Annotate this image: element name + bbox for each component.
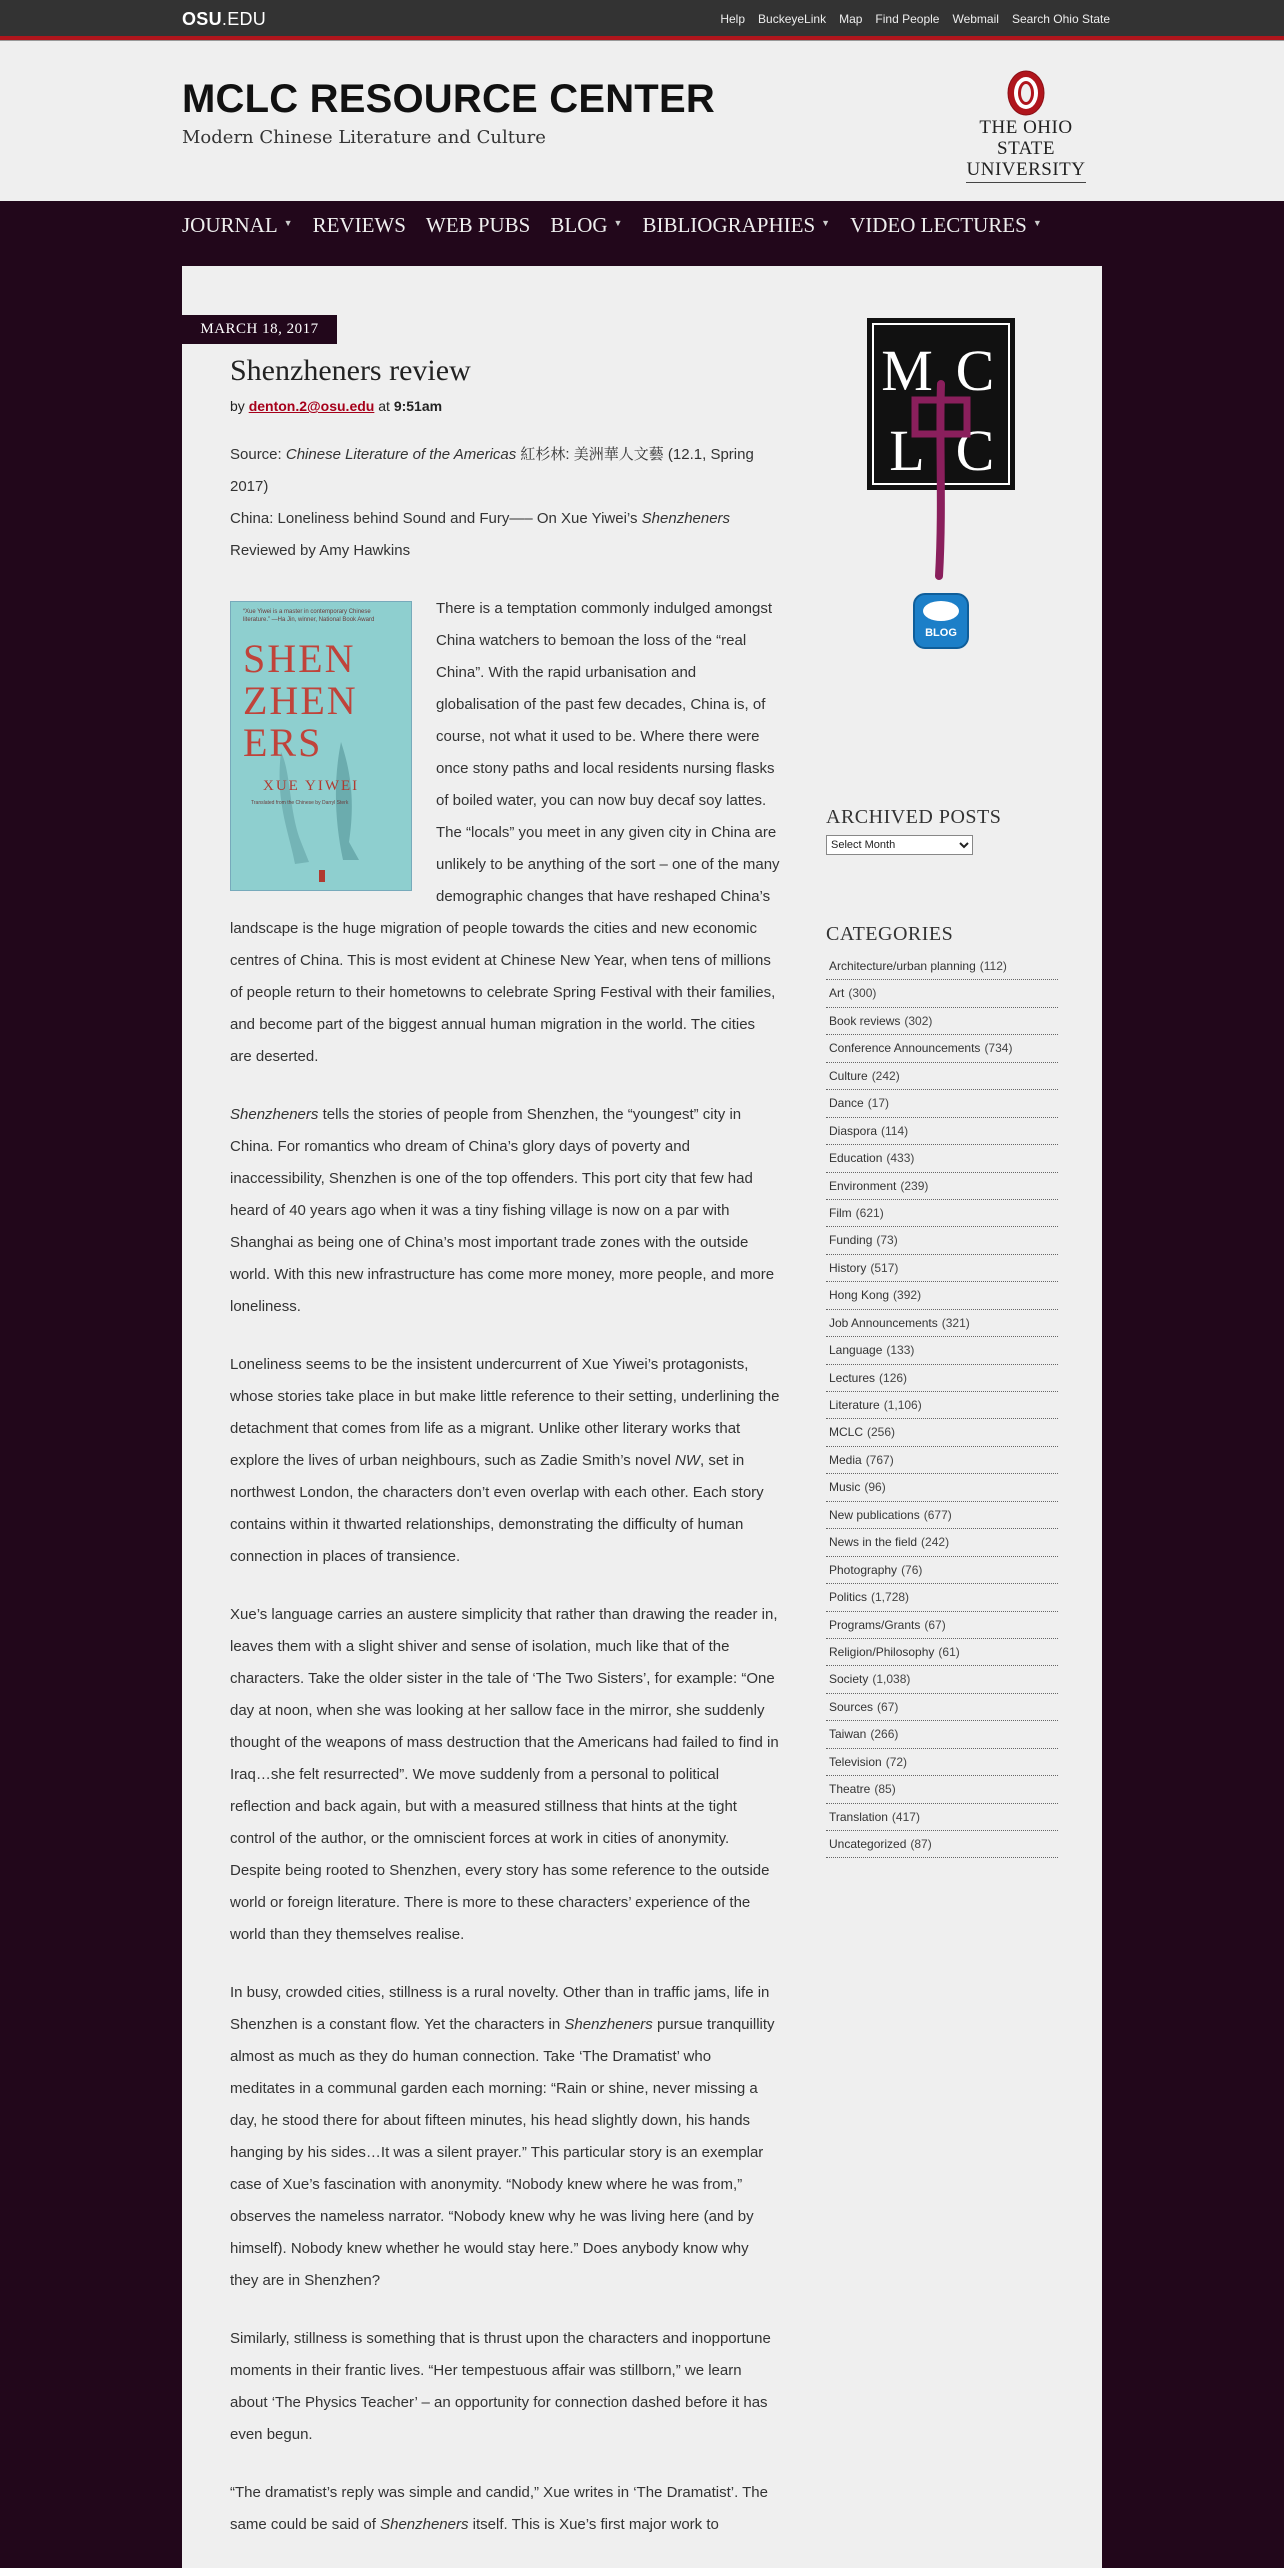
categories-list	[826, 953, 1058, 1858]
category-count: (392)	[893, 1288, 922, 1303]
category-name[interactable]: Book reviews	[829, 1013, 901, 1028]
category-item[interactable]	[826, 1557, 1058, 1584]
category-item[interactable]	[826, 1639, 1058, 1666]
speech-bubble-icon	[923, 601, 959, 621]
paragraph-4: Xue’s language carries an austere simplicity that rather than drawing the reader in, leaves them with a slight shiver and sense of isolation, much like that of the characters. Take the older sister in the tale of ‘The Two Sisters’, for example: “One day at noon, when she was looking at her sallow face in the mirror, she suddenly thought of the weapons of mass destruction that the Americans had failed to find in Iraq…she felt resurrected”. We move suddenly from a personal to political reflection and back again, but with a measured stillness that hints at the tight control of the author, or the omniscient forces at work in cities of anonymity. Despite being rooted to Shenzhen, every story has some reference to the outside world or foreign literature. There is more to these characters’ experience of the world than they themselves realise.	[230, 1606, 779, 1943]
post-time: 9:51am	[393, 398, 443, 414]
category-item[interactable]	[826, 1831, 1058, 1858]
category-item[interactable]	[826, 1666, 1058, 1693]
category-name[interactable]: History	[829, 1260, 867, 1275]
category-count: (96)	[864, 1480, 886, 1495]
article	[230, 354, 780, 2541]
category-count: (242)	[871, 1068, 900, 1083]
reviewer-line: Reviewed by Amy Hawkins	[230, 542, 411, 559]
source-line: Source: Chinese Literature of the Americas 紅杉林: 美洲華人文藝 (12.1, Spring 2017)	[230, 446, 754, 495]
review-subtitle: China: Loneliness behind Sound and Fury—– On Xue Yiwei’s Shenzheners	[230, 510, 731, 527]
category-item[interactable]	[826, 1008, 1058, 1035]
paragraph-1: “Xue Yiwei is a master in contemporary Chinese literature.” —Ha Jin, winner, National Book Award SHEN ZHEN ERS XUE YIWEI Translated from the Chinese by Darryl Sterk There is a temptation commonly indulged amongst China watchers to bemoan the loss of the “real China”. With the rapid urbanisation and globalisation of the past few decades, China is, of course, not what it used to be. Where there were once stony paths and local residents nursing flasks of boiled water, you can now buy decaf soy lattes. The “locals” you meet in any given city in China are unlikely to be anything of the sort – one of the many demographic changes that have reshaped China’s landscape is the huge migration of people towards the cities and new economic centres of China. This is most evident at Chinese New Year, when tens of millions of people return to their hometowns to celebrate Spring Festival with their families, and become part of the biggest annual human migration in the world. The cities are deserted.	[230, 600, 780, 1065]
category-count: (321)	[941, 1315, 970, 1330]
nav-blog[interactable]: BLOG ▼	[550, 213, 623, 237]
author-link[interactable]: denton.2@osu.edu	[248, 398, 375, 414]
category-item[interactable]	[826, 1282, 1058, 1309]
category-name[interactable]: Hong Kong	[829, 1288, 890, 1303]
caret-down-icon: ▼	[1032, 218, 1042, 228]
nav-journal[interactable]: JOURNAL ▼	[182, 213, 293, 237]
category-item[interactable]	[826, 1090, 1058, 1117]
category-count: (417)	[891, 1809, 920, 1824]
category-item[interactable]	[826, 1200, 1058, 1227]
category-item[interactable]	[826, 1118, 1058, 1145]
category-count: (126)	[879, 1370, 908, 1385]
category-count: (85)	[874, 1782, 896, 1797]
category-item[interactable]	[826, 1584, 1058, 1611]
category-count: (621)	[855, 1205, 884, 1220]
category-item[interactable]	[826, 1365, 1058, 1392]
category-name[interactable]: Sources	[829, 1699, 874, 1714]
paragraph-5: In busy, crowded cities, stillness is a rural novelty. Other than in traffic jams, life in Shenzhen is a constant flow. Yet the characters in Shenzheners pursue tranquillity almost as much as they do human connection. Take ‘The Dramatist’ who meditates in a communal garden each morning: “Rain or shine, never missing a day, he stood there for about fifteen minutes, his head slightly down, his hands hanging by his sides…It was a silent prayer.” This particular story is an exemplar case of Xue’s fascination with anonymity. “Nobody knew where he was from,” observes the nameless narrator. “Nobody knew why he was living here (and by himself). Nobody knew whether he would stay here.” Does anybody know why they are in Shenzhen?	[230, 1984, 775, 2289]
category-name[interactable]: Politics	[829, 1590, 868, 1605]
category-item[interactable]	[826, 1337, 1058, 1364]
category-count: (677)	[923, 1507, 952, 1522]
category-name[interactable]: Music	[829, 1480, 861, 1495]
category-name[interactable]: Funding	[829, 1233, 873, 1248]
book-cover-image[interactable]	[230, 601, 412, 891]
category-item[interactable]	[826, 953, 1058, 980]
byline: by denton.2@osu.edu at 9:51am	[230, 398, 443, 414]
category-item[interactable]	[826, 1502, 1058, 1529]
category-name[interactable]: Conference Announcements	[829, 1041, 981, 1056]
osu-link-find-people[interactable]: Find People	[875, 12, 940, 26]
cover-title: SHEN ZHEN ERS	[243, 636, 358, 765]
mclc-logo[interactable]	[867, 318, 1015, 580]
cover-blurb: “Xue Yiwei is a master in contemporary Chinese literature.” —Ha Jin, winner, National Book Award	[243, 609, 375, 623]
paragraph-2: Shenzheners tells the stories of people from Shenzhen, the “youngest” city in China. For romantics who dream of China’s glory days of poverty and inaccessibility, Shenzhen is one of the top offenders. This port city that few had heard of 40 years ago when it was a tiny fishing village is now on a par with Shanghai as being one of China’s most important trade zones with the outside world. With this new infrastructure has come more money, more people, and more loneliness.	[230, 1106, 775, 1315]
osu-brand-rule	[966, 182, 1086, 183]
category-count: (61)	[938, 1644, 960, 1659]
cover-translator: Translated from the Chinese by Darryl Sterk	[251, 800, 349, 806]
category-name[interactable]: Architecture/urban planning	[829, 959, 976, 973]
category-name[interactable]: Dance	[829, 1096, 864, 1111]
category-name[interactable]: Religion/Philosophy	[829, 1644, 935, 1659]
paragraph-3: Loneliness seems to be the insistent undercurrent of Xue Yiwei’s protagonists, whose stories take place in but make little reference to their setting, underlining the detachment that comes from life as a migrant. Unlike other literary works that explore the lives of urban neighbours, such as Zadie Smith’s novel NW, set in northwest London, the characters don’t even overlap with each other. Each story contains within it thwarted relationships, demonstrating the difficulty of human connection in places of transience.	[230, 1356, 780, 1565]
category-name[interactable]: Programs/Grants	[829, 1617, 921, 1632]
category-item[interactable]	[826, 1474, 1058, 1501]
category-name[interactable]: Job Announcements	[829, 1315, 938, 1330]
category-item[interactable]	[826, 1310, 1058, 1337]
nav-bibliographies[interactable]: BIBLIOGRAPHIES ▼	[642, 213, 831, 237]
category-item[interactable]	[826, 1145, 1058, 1172]
paragraph-7: “The dramatist’s reply was simple and candid,” Xue writes in ‘The Dramatist’. The same could be said of Shenzheners itself. This is Xue’s first major work to	[230, 2484, 768, 2533]
category-item[interactable]	[826, 1419, 1058, 1446]
category-name[interactable]: Diaspora	[829, 1123, 878, 1138]
content-panel	[182, 266, 1102, 2568]
caret-down-icon: ▼	[821, 218, 831, 228]
osu-link-buckeyelink[interactable]: BuckeyeLink	[758, 12, 827, 26]
category-item[interactable]	[826, 1721, 1058, 1748]
category-count: (767)	[865, 1452, 894, 1467]
logo-letter-c1: C	[955, 338, 995, 403]
site-subtitle: Modern Chinese Literature and Culture	[182, 127, 546, 148]
osu-link-map[interactable]: Map	[839, 12, 863, 26]
caret-down-icon: ▼	[613, 218, 623, 228]
category-item[interactable]	[826, 1392, 1058, 1419]
categories-heading: CATEGORIES	[826, 923, 954, 945]
category-count: (87)	[910, 1837, 932, 1851]
category-count: (239)	[900, 1178, 929, 1193]
blog-button[interactable]: BLOG	[913, 593, 969, 649]
category-count: (734)	[984, 1041, 1013, 1056]
category-name[interactable]: Society	[829, 1672, 869, 1687]
nav-video-lectures[interactable]: VIDEO LECTURES ▼	[850, 213, 1042, 237]
logo-letter-c2: C	[955, 418, 995, 483]
category-item[interactable]	[826, 1035, 1058, 1062]
paragraph-6: Similarly, stillness is something that is thrust upon the characters and inopportune moments in their frantic lives. “Her tempestuous affair was stillborn,” we learn about ‘The Physics Teacher’ – an opportunity for connection dashed before it has even begun.	[230, 2330, 771, 2443]
category-name[interactable]: News in the field	[829, 1535, 918, 1550]
category-item[interactable]	[826, 1529, 1058, 1556]
category-name[interactable]: Culture	[829, 1068, 868, 1083]
category-count: (114)	[881, 1123, 909, 1138]
osu-links	[720, 12, 1110, 26]
osu-edu-logo[interactable]: OSU.EDU	[182, 9, 267, 29]
logo-letter-m: M	[881, 338, 933, 403]
osu-brand-line1: THE OHIO STATE	[979, 117, 1073, 159]
osu-link-help[interactable]: Help	[720, 12, 746, 26]
post-title[interactable]: Shenzheners review	[230, 354, 471, 387]
category-name[interactable]: Film	[829, 1205, 852, 1220]
nav-web-pubs[interactable]: WEB PUBS	[425, 213, 531, 237]
mclc-logo-art	[867, 318, 1015, 580]
category-count: (67)	[924, 1617, 946, 1632]
category-name[interactable]: Translation	[829, 1809, 888, 1824]
category-name[interactable]: Art	[829, 986, 845, 1001]
category-name[interactable]: Uncategorized	[829, 1837, 907, 1851]
category-item[interactable]	[826, 1776, 1058, 1803]
archived-posts-heading: ARCHIVED POSTS	[826, 806, 1002, 828]
category-count: (300)	[848, 986, 877, 1001]
category-count: (72)	[885, 1754, 908, 1769]
category-count: (242)	[921, 1535, 950, 1550]
category-name[interactable]: Photography	[829, 1562, 898, 1577]
category-item[interactable]	[826, 1804, 1058, 1831]
category-item[interactable]	[826, 980, 1058, 1007]
category-item[interactable]	[826, 1612, 1058, 1639]
category-count: (266)	[870, 1727, 899, 1742]
category-item[interactable]	[826, 1063, 1058, 1090]
category-count: (433)	[886, 1151, 915, 1166]
cover-author: XUE YIWEI	[263, 778, 360, 794]
category-count: (133)	[886, 1343, 915, 1358]
category-name[interactable]: New publications	[829, 1507, 920, 1522]
category-count: (1,106)	[883, 1398, 922, 1412]
category-name[interactable]: Taiwan	[829, 1727, 867, 1742]
block-o-icon	[1006, 69, 1046, 117]
nav-reviews[interactable]: REVIEWS	[312, 213, 406, 237]
category-item[interactable]	[826, 1447, 1058, 1474]
category-name[interactable]: Media	[829, 1452, 862, 1467]
category-item[interactable]	[826, 1749, 1058, 1776]
category-count: (256)	[867, 1425, 896, 1440]
logo-letter-l: L	[889, 418, 925, 483]
category-item[interactable]	[826, 1173, 1058, 1200]
site-title[interactable]: MCLC RESOURCE CENTER	[182, 77, 715, 121]
osu-brand-line2: UNIVERSITY	[966, 159, 1086, 180]
osu-top-bar	[0, 0, 1284, 40]
masthead	[0, 40, 1284, 201]
archive-month-select[interactable]	[826, 835, 973, 855]
category-name[interactable]: Language	[829, 1343, 883, 1358]
category-count: (67)	[877, 1699, 899, 1714]
category-item[interactable]	[826, 1694, 1058, 1721]
category-item[interactable]	[826, 1255, 1058, 1282]
caret-down-icon: ▼	[283, 218, 293, 228]
category-count: (1,728)	[871, 1590, 910, 1605]
category-count: (302)	[904, 1013, 933, 1028]
category-name[interactable]: Theatre	[829, 1782, 871, 1797]
category-name[interactable]: Environment	[829, 1178, 897, 1193]
category-count: (112)	[979, 959, 1007, 973]
category-count: (1,038)	[872, 1672, 911, 1687]
osu-link-webmail[interactable]: Webmail	[952, 12, 999, 26]
category-name[interactable]: MCLC	[829, 1425, 864, 1440]
category-name[interactable]: Television	[829, 1754, 882, 1769]
category-count: (76)	[901, 1562, 923, 1577]
osu-link-search[interactable]: Search Ohio State	[1011, 12, 1110, 26]
category-name[interactable]: Lectures	[829, 1370, 876, 1385]
category-count: (73)	[876, 1233, 898, 1248]
post-date-badge: MARCH 18, 2017	[182, 315, 337, 344]
category-count: (517)	[870, 1260, 899, 1275]
category-name[interactable]: Education	[829, 1151, 883, 1166]
category-name[interactable]: Literature	[829, 1398, 880, 1412]
main-nav	[0, 201, 1284, 257]
ohio-state-logo[interactable]	[950, 69, 1102, 183]
category-count: (17)	[867, 1096, 890, 1111]
category-item[interactable]	[826, 1227, 1058, 1254]
